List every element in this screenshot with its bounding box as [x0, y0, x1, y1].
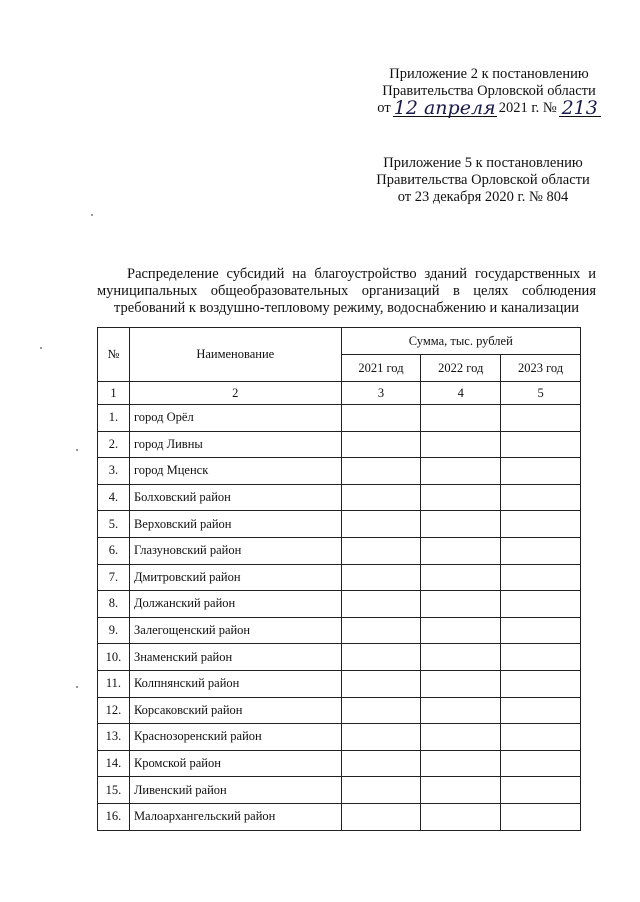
- cell-2022: [421, 511, 501, 538]
- row-name: город Орёл: [129, 405, 341, 432]
- cell-2023: [501, 697, 581, 724]
- row-name: Краснозоренский район: [129, 724, 341, 751]
- cell-2023: [501, 431, 581, 458]
- row-number: 9.: [98, 617, 130, 644]
- cell-2021: [341, 724, 421, 751]
- row-name: город Ливны: [129, 431, 341, 458]
- cell-2022: [421, 591, 501, 618]
- index-cell: 4: [421, 382, 501, 405]
- cell-2021: [341, 458, 421, 485]
- cell-2021: [341, 750, 421, 777]
- header-number: №: [98, 328, 130, 382]
- scan-speck: [76, 449, 78, 451]
- cell-2023: [501, 670, 581, 697]
- cell-2023: [501, 458, 581, 485]
- cell-2023: [501, 750, 581, 777]
- row-name: Глазуновский район: [129, 537, 341, 564]
- row-number: 1.: [98, 405, 130, 432]
- cell-2023: [501, 803, 581, 830]
- cell-2022: [421, 803, 501, 830]
- cell-2022: [421, 431, 501, 458]
- table-row: [98, 617, 581, 644]
- cell-2022: [421, 777, 501, 804]
- scan-speck: [40, 347, 42, 349]
- header-name: Наименование: [129, 328, 341, 382]
- header-year-2023: 2023 год: [501, 355, 581, 382]
- cell-2023: [501, 537, 581, 564]
- handwritten-date: 12 апреля: [393, 97, 496, 119]
- appendix-2-header: [374, 66, 604, 117]
- table-row: [98, 750, 581, 777]
- row-number: 3.: [98, 458, 130, 485]
- row-number: 11.: [98, 670, 130, 697]
- cell-2023: [501, 777, 581, 804]
- row-number: 6.: [98, 537, 130, 564]
- table-row: [98, 564, 581, 591]
- index-cell: 3: [341, 382, 421, 405]
- appendix-5-line1: Приложение 5 к постановлению: [383, 155, 583, 171]
- scan-speck: [91, 214, 93, 216]
- cell-2021: [341, 777, 421, 804]
- cell-2021: [341, 405, 421, 432]
- row-name: Дмитровский район: [129, 564, 341, 591]
- cell-2022: [421, 644, 501, 671]
- cell-2023: [501, 644, 581, 671]
- cell-2022: [421, 697, 501, 724]
- row-number: 5.: [98, 511, 130, 538]
- cell-2021: [341, 484, 421, 511]
- cell-2022: [421, 564, 501, 591]
- appendix-2-date-line: [374, 97, 604, 119]
- row-name: город Мценск: [129, 458, 341, 485]
- cell-2023: [501, 484, 581, 511]
- row-number: 2.: [98, 431, 130, 458]
- row-name: Ливенский район: [129, 777, 341, 804]
- table-row: [98, 644, 581, 671]
- cell-2021: [341, 537, 421, 564]
- cell-2021: [341, 644, 421, 671]
- title-text: Распределение субсидий на благоустройство зданий государственных и муниципальных общеобразовательных организаций в целях соблюдения требований к воздушно-тепловому режиму, водоснабжению и канализации: [97, 266, 596, 316]
- table-row: [98, 458, 581, 485]
- cell-2022: [421, 750, 501, 777]
- scan-speck: [76, 686, 78, 688]
- cell-2022: [421, 617, 501, 644]
- cell-2022: [421, 724, 501, 751]
- appendix-2-line1: Приложение 2 к постановлению: [389, 66, 589, 82]
- row-name: Знаменский район: [129, 644, 341, 671]
- appendix-5-header: [368, 155, 598, 206]
- table-row: [98, 670, 581, 697]
- cell-2021: [341, 803, 421, 830]
- cell-2022: [421, 405, 501, 432]
- cell-2021: [341, 564, 421, 591]
- cell-2021: [341, 617, 421, 644]
- row-name: Колпнянский район: [129, 670, 341, 697]
- row-number: 10.: [98, 644, 130, 671]
- header-year-2021: 2021 год: [341, 355, 421, 382]
- cell-2022: [421, 670, 501, 697]
- table-row: [98, 591, 581, 618]
- document-title: [97, 266, 596, 317]
- cell-2021: [341, 591, 421, 618]
- row-name: Верховский район: [129, 511, 341, 538]
- cell-2023: [501, 405, 581, 432]
- row-name: Залегощенский район: [129, 617, 341, 644]
- handwritten-number: 213: [559, 100, 601, 117]
- from-label: от: [377, 100, 391, 116]
- table-row: [98, 537, 581, 564]
- row-number: 15.: [98, 777, 130, 804]
- table-row: [98, 431, 581, 458]
- table-row: [98, 724, 581, 751]
- table-row: [98, 405, 581, 432]
- appendix-2-line2: Правительства Орловской области: [382, 83, 596, 99]
- row-name: Малоархангельский район: [129, 803, 341, 830]
- table-row: [98, 803, 581, 830]
- cell-2023: [501, 617, 581, 644]
- index-cell: 5: [501, 382, 581, 405]
- index-cell: 1: [98, 382, 130, 405]
- year-label: 2021 г. №: [498, 100, 557, 116]
- cell-2023: [501, 511, 581, 538]
- cell-2021: [341, 431, 421, 458]
- cell-2022: [421, 537, 501, 564]
- table-row: [98, 777, 581, 804]
- index-cell: 2: [129, 382, 341, 405]
- subsidy-table: [97, 327, 581, 831]
- row-number: 16.: [98, 803, 130, 830]
- row-number: 8.: [98, 591, 130, 618]
- appendix-5-line3: от 23 декабря 2020 г. № 804: [397, 189, 569, 205]
- row-number: 13.: [98, 724, 130, 751]
- header-sum: Сумма, тыс. рублей: [341, 328, 580, 355]
- row-name: Должанский район: [129, 591, 341, 618]
- cell-2023: [501, 724, 581, 751]
- row-name: Кромской район: [129, 750, 341, 777]
- cell-2022: [421, 484, 501, 511]
- row-number: 12.: [98, 697, 130, 724]
- row-name: Болховский район: [129, 484, 341, 511]
- cell-2021: [341, 511, 421, 538]
- header-year-2022: 2022 год: [421, 355, 501, 382]
- cell-2021: [341, 670, 421, 697]
- cell-2023: [501, 564, 581, 591]
- table-row: [98, 697, 581, 724]
- table-row: [98, 484, 581, 511]
- cell-2021: [341, 697, 421, 724]
- cell-2023: [501, 591, 581, 618]
- row-number: 14.: [98, 750, 130, 777]
- cell-2022: [421, 458, 501, 485]
- table-row: [98, 511, 581, 538]
- row-number: 7.: [98, 564, 130, 591]
- row-name: Корсаковский район: [129, 697, 341, 724]
- appendix-5-line2: Правительства Орловской области: [376, 172, 590, 188]
- row-number: 4.: [98, 484, 130, 511]
